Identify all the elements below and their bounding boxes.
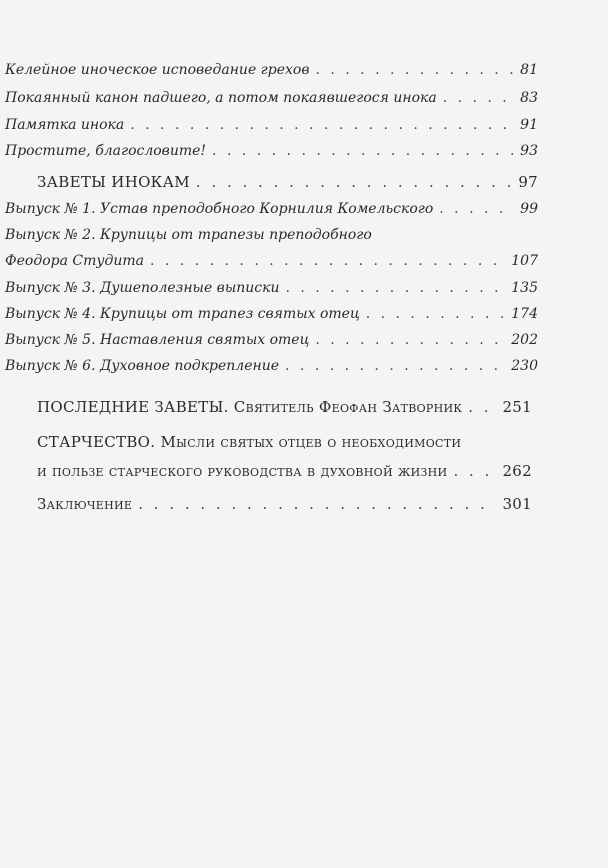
toc-issue — [5, 358, 538, 374]
toc-section-page: 97 — [518, 173, 538, 191]
toc-entry-page: 81 — [520, 62, 538, 78]
toc-entry-title: Келейное иноческое исповедание грехов — [5, 62, 310, 78]
toc-issue-page: 99 — [520, 201, 538, 217]
toc-conclusion — [37, 495, 532, 513]
toc-conclusion-page: 301 — [502, 495, 532, 513]
toc-leader-dots — [285, 358, 505, 374]
toc-section-title: ПОСЛЕДНИЕ ЗАВЕТЫ. — [37, 398, 229, 416]
toc-leader-dots — [468, 398, 496, 416]
toc-leader-dots — [315, 62, 514, 78]
toc-section-page: 262 — [502, 462, 532, 480]
toc-issue-title: Выпуск № 6. Духовное подкрепление — [5, 358, 280, 374]
toc-leader-dots — [315, 332, 505, 348]
toc-section-title-group — [37, 398, 462, 416]
toc-issue — [5, 253, 538, 269]
toc-issue — [5, 306, 538, 322]
toc-issue-page: 174 — [511, 306, 538, 322]
toc-leader-dots — [138, 495, 496, 513]
toc-entry-page: 83 — [520, 90, 538, 106]
toc-entry-page: 93 — [520, 143, 538, 159]
toc-leader-dots — [453, 462, 496, 480]
toc-issue — [5, 201, 538, 217]
toc-entry — [5, 62, 538, 78]
toc-entry — [5, 90, 538, 106]
toc-issue-page: 135 — [511, 280, 538, 296]
toc-issue-page: 107 — [511, 253, 538, 269]
toc-section-zavety — [37, 173, 538, 191]
toc-leader-dots — [366, 306, 506, 322]
toc-section-title: ЗАВЕТЫ ИНОКАМ — [37, 173, 190, 191]
toc-entry-title: Простите, благословите! — [5, 143, 207, 159]
toc-issue-page: 230 — [511, 358, 538, 374]
toc-section-starchestvo — [37, 462, 532, 480]
toc-issue-page: 202 — [511, 332, 538, 348]
toc-leader-dots — [130, 117, 514, 133]
toc-section-subtitle-line2: и пользе старческого руководства в духовной жизни — [37, 462, 448, 480]
toc-issue-title: Выпуск № 5. Наставления святых отец — [5, 332, 310, 348]
toc-issue-title-line1: Выпуск № 2. Крупицы от трапезы преподобного — [5, 227, 372, 243]
toc-section-title: СТАРЧЕСТВО. — [37, 433, 156, 451]
toc-issue-title-line2: Феодора Студита — [5, 253, 145, 269]
toc-issue — [5, 332, 538, 348]
toc-entry-title: Памятка инока — [5, 117, 125, 133]
toc-section-last-testaments — [37, 398, 532, 416]
toc-entry — [5, 117, 538, 133]
toc-leader-dots — [196, 173, 512, 191]
toc-issue — [5, 280, 538, 296]
toc-leader-dots — [285, 280, 505, 296]
toc-section-subtitle: Святитель Феофан Затворник — [233, 398, 463, 416]
toc-entry-page: 91 — [520, 117, 538, 133]
toc-leader-dots — [443, 90, 514, 106]
toc-leader-dots — [150, 253, 505, 269]
toc-section-subtitle: Мысли святых отцев о необходимости — [160, 433, 462, 451]
toc-leader-dots — [212, 143, 514, 159]
toc-issue-title: Выпуск № 3. Душеполезные выписки — [5, 280, 280, 296]
toc-entry — [5, 143, 538, 159]
toc-conclusion-title: Заключение — [37, 495, 133, 513]
toc-entry-title: Покаянный канон падшего, а потом покаявшегося инока — [5, 90, 437, 106]
toc-section-starchestvo-line1 — [37, 433, 461, 451]
toc-section-page: 251 — [502, 398, 532, 416]
toc-leader-dots — [439, 201, 514, 217]
toc-issue-title: Выпуск № 1. Устав преподобного Корнилия Комельского — [5, 201, 434, 217]
toc-issue-title: Выпуск № 4. Крупицы от трапез святых отец — [5, 306, 360, 322]
